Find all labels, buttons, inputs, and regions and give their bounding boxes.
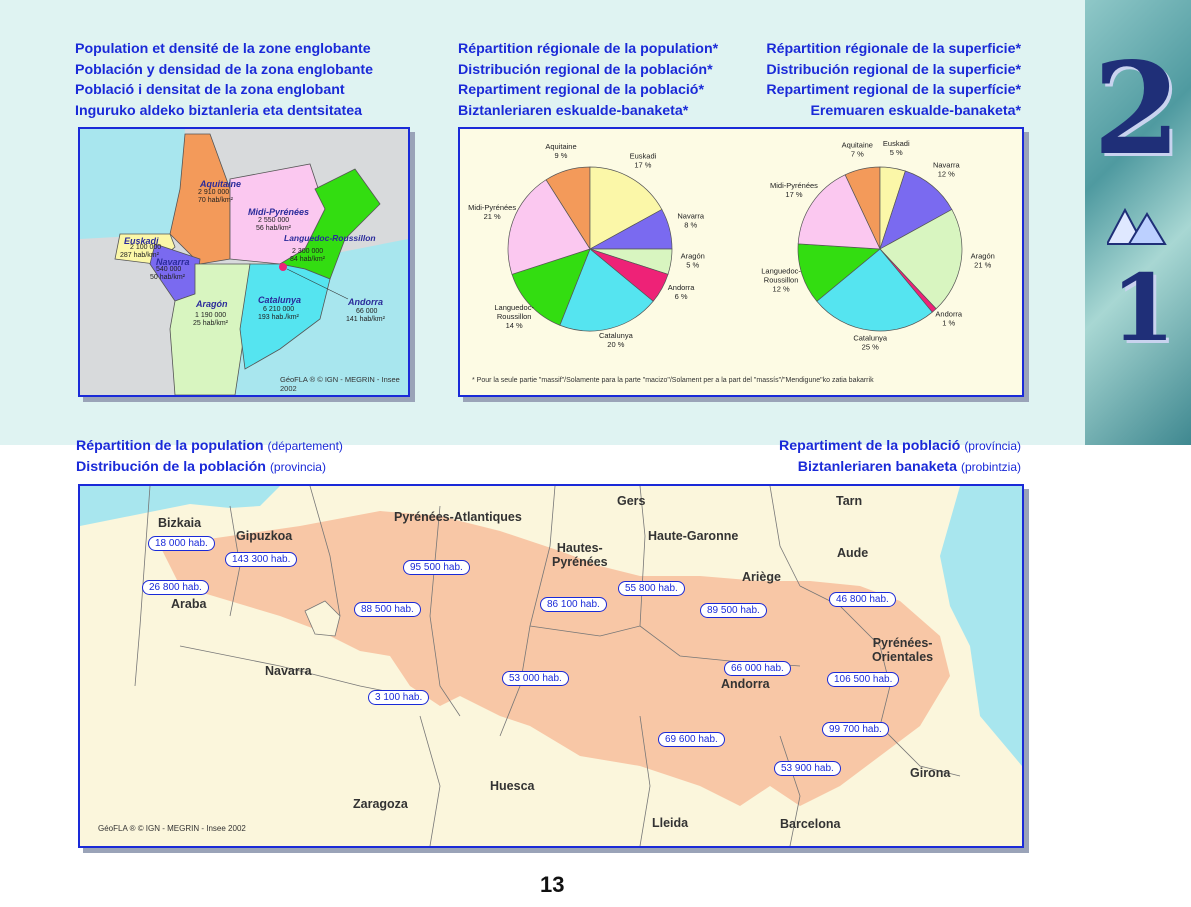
place-name: Zaragoza (353, 797, 408, 811)
place-name: Pyrénées- Orientales (872, 636, 934, 664)
pie-label: Euskadi 17 % (629, 151, 657, 170)
andorra-dot (279, 263, 287, 271)
place-name: Gers (617, 494, 646, 508)
place-name: Pyrénées-Atlantiques (394, 510, 522, 524)
pie-label: Navarra 12 % (932, 160, 960, 179)
province-map (78, 484, 1024, 848)
heading-line: Repartiment regional de la superfície* (766, 82, 1021, 98)
region-pop: 2 100 000 (130, 244, 162, 251)
sea-east (940, 486, 1022, 766)
pie-label: Catalunya 20 % (598, 330, 633, 349)
heading-sub: (provincia) (269, 459, 326, 474)
region-dens: 25 hab/km² (193, 320, 229, 327)
place-name: Haute-Garonne (648, 529, 739, 543)
heading-line: Population et densité de la zone englobante (75, 41, 371, 57)
pie-label: Aquitaine 9 % (545, 141, 577, 160)
population-pill: 55 800 hab. (618, 581, 685, 596)
province-headings-right (779, 436, 1021, 477)
province-map-shapes (80, 486, 1022, 846)
place-name: Ariège (742, 570, 781, 584)
region-dens: 141 hab/km² (346, 316, 385, 323)
population-pill: 143 300 hab. (225, 552, 297, 567)
surface-share-headings (766, 39, 1021, 121)
region-map-shapes (80, 129, 408, 395)
heading-line: Répartition régionale de la population* (458, 41, 719, 57)
place-name: Hautes- Pyrénées (552, 541, 608, 569)
pie-label: Andorra 1 % (935, 309, 963, 328)
region-pop: 2 550 000 (258, 217, 290, 224)
pie-label: Aragón 5 % (680, 251, 705, 270)
place-name: Araba (171, 597, 207, 611)
region-dens: 50 hab/km² (150, 274, 186, 281)
region-pop: 1 190 000 (195, 312, 227, 319)
population-pill: 69 600 hab. (658, 732, 725, 747)
chapter-number-bottom: 1 (1111, 254, 1176, 362)
region-map (78, 127, 410, 397)
chapter-number-top: 2 (1093, 35, 1181, 183)
region-name: Euskadi (124, 236, 159, 246)
population-pill: 106 500 hab. (827, 672, 899, 687)
pie-charts (460, 129, 1022, 395)
pie-label: Languedoc-Roussillon 12 % (761, 266, 801, 294)
region-name: Catalunya (258, 295, 302, 305)
region-name: Aragón (196, 299, 228, 309)
pie-label: Navarra 8 % (677, 211, 705, 230)
region-dens: 287 hab/km² (120, 252, 159, 259)
heading-line: Población y densidad de la zona englobante (75, 61, 373, 78)
place-name: Huesca (490, 779, 535, 793)
pie-label: Euskadi 5 % (882, 139, 910, 158)
population-pill: 53 000 hab. (502, 671, 569, 686)
density-headings (75, 39, 373, 121)
population-pill: 3 100 hab. (368, 690, 429, 705)
population-share-headings (458, 39, 718, 121)
heading-line: Inguruko aldeko biztanleria eta dentsitatea (75, 102, 362, 119)
map-source: GéoFLA ® © IGN - MEGRIN - Insee 2002 (98, 824, 246, 833)
region-pop: 540 000 (156, 266, 182, 273)
place-name: Girona (910, 766, 951, 780)
population-pill: 95 500 hab. (403, 560, 470, 575)
place-name: Tarn (836, 494, 863, 508)
pie-charts-panel (458, 127, 1024, 397)
population-pill: 66 000 hab. (724, 661, 791, 676)
region-pop: 6 210 000 (263, 306, 295, 313)
place-name: Bizkaia (158, 516, 202, 530)
place-name: Andorra (721, 677, 770, 691)
heading-sub: (département) (267, 439, 343, 453)
chapter-decoration (1085, 0, 1191, 445)
map-source: GéoFLA ® © IGN - MEGRIN - Insee 2002 (280, 375, 400, 393)
heading-main: Repartiment de la població (779, 438, 961, 454)
place-name: Navarra (265, 664, 312, 678)
region-pop: 2 300 000 (292, 248, 324, 255)
pie-label: Midi-Pyrénées 21 % (468, 202, 517, 221)
heading-line: Distribución regional de la superficie* (766, 61, 1021, 78)
place-name: Lleida (652, 816, 689, 830)
pie-label: Languedoc-Roussillon 14 % (494, 303, 534, 331)
heading-sub: (probintzia) (960, 459, 1021, 474)
sea-bay-of-biscay (80, 129, 185, 239)
province-headings-left (76, 436, 343, 477)
pie-label: Aquitaine 7 % (841, 140, 873, 159)
heading-sub: (província) (964, 439, 1021, 453)
region-name: Navarra (156, 257, 190, 267)
page-number: 13 (540, 872, 565, 897)
population-pill: 89 500 hab. (700, 603, 767, 618)
place-name: Barcelona (780, 817, 841, 831)
heading-main: Répartition de la population (76, 438, 264, 454)
mountain-icon (1107, 206, 1167, 246)
population-pill: 26 800 hab. (142, 580, 209, 595)
region-pop: 66 000 (356, 308, 378, 315)
population-pill: 53 900 hab. (774, 761, 841, 776)
region-name: Aquitaine (200, 179, 242, 189)
pie-label: Aragón 21 % (970, 251, 995, 270)
heading-line: Població i densitat de la zona englobant (75, 82, 345, 98)
pie-label: Andorra 6 % (667, 283, 695, 302)
region-name: Andorra (348, 297, 384, 307)
pie-label: Midi-Pyrénées 17 % (770, 180, 818, 199)
region-dens: 193 hab./km² (258, 314, 299, 321)
pie-footnote: * Pour la seule partie "massif"/Solamente para la parte "macizo"/Solament per a la part del "massís"/"Mendigune"ko zatia bakarrik (472, 377, 874, 384)
heading-line: Eremuaren eskualde-banaketa* (810, 102, 1021, 119)
region-dens: 70 hab/km² (198, 197, 234, 204)
region-dens: 84 hab/km² (290, 256, 326, 263)
heading-main: Biztanleriaren banaketa (797, 458, 958, 475)
region-name: Languedoc-Roussillon (284, 233, 376, 243)
population-pill: 88 500 hab. (354, 602, 421, 617)
place-name: Aude (837, 546, 869, 560)
heading-main: Distribución de la población (76, 458, 266, 475)
region-name: Midi-Pyrénées (248, 207, 310, 217)
population-pill: 99 700 hab. (822, 722, 889, 737)
heading-line: Répartition régionale de la superficie* (766, 41, 1021, 57)
region-dens: 56 hab/km² (256, 225, 292, 232)
population-pill: 18 000 hab. (148, 536, 215, 551)
heading-line: Biztanleriaren eskualde-banaketa* (458, 102, 689, 119)
heading-line: Distribución regional de la población* (458, 61, 713, 78)
pie-label: Catalunya 25 % (853, 333, 888, 352)
population-pill: 46 800 hab. (829, 592, 896, 607)
population-pill: 86 100 hab. (540, 597, 607, 612)
heading-line: Repartiment regional de la població* (458, 82, 704, 98)
region-pop: 2 910 000 (198, 189, 230, 196)
place-name: Gipuzkoa (236, 529, 293, 543)
